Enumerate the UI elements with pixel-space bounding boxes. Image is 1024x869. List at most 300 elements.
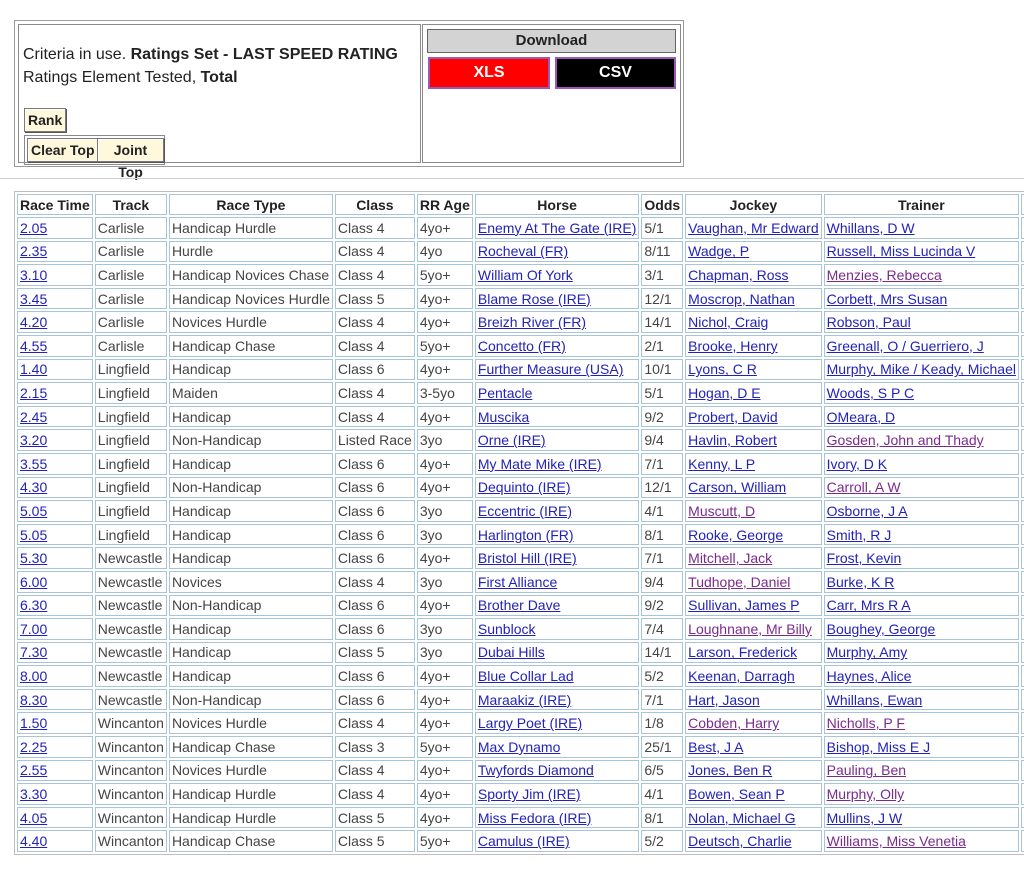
cell-class: Class 4	[335, 217, 415, 239]
table-row	[17, 406, 1024, 428]
cell-race-type: Non-Handicap	[169, 477, 333, 499]
table-row	[17, 477, 1024, 499]
cell-trainer-link[interactable]: Whillans, D W	[824, 217, 1019, 239]
rank-button[interactable]: Rank	[24, 108, 66, 132]
cell-track: Newcastle	[95, 618, 167, 640]
cell-horse-link[interactable]: Sporty Jim (IRE)	[475, 783, 639, 805]
table-row	[17, 642, 1024, 664]
cell-race-time-link[interactable]: 3.20	[17, 429, 93, 451]
cell-race-type: Handicap	[169, 642, 333, 664]
cell-rr-age: 4yo+	[417, 288, 473, 310]
cell-rr-age: 4yo+	[417, 311, 473, 333]
column-header-rr-age[interactable]: RR Age	[417, 194, 473, 215]
cell-race-type: Handicap	[169, 665, 333, 687]
cell-race-time-link[interactable]: 2.05	[17, 217, 93, 239]
cell-trainer-link[interactable]: Bishop, Miss E J	[824, 736, 1019, 758]
table-row	[17, 783, 1024, 805]
cell-trainer-link[interactable]: Murphy, Amy	[824, 642, 1019, 664]
cell-class: Class 4	[335, 760, 415, 782]
cell-track: Carlisle	[95, 288, 167, 310]
cell-jockey-link[interactable]: Keenan, Darragh	[685, 665, 821, 687]
cell-race-time-link[interactable]: 4.55	[17, 335, 93, 357]
cell-rr-age: 3yo	[417, 571, 473, 593]
cell-trainer-link[interactable]: Robson, Paul	[824, 311, 1019, 333]
cell-rr-age: 4yo+	[417, 689, 473, 711]
cell-trainer-link[interactable]: OMeara, D	[824, 406, 1019, 428]
cell-race-type: Handicap Chase	[169, 335, 333, 357]
cell-race-time-link[interactable]: 8.00	[17, 665, 93, 687]
cell-jockey-link[interactable]: Hart, Jason	[685, 689, 821, 711]
cell-odds: 8/1	[641, 524, 683, 546]
cell-race-type: Non-Handicap	[169, 429, 333, 451]
cell-horse-link[interactable]: Miss Fedora (IRE)	[475, 807, 639, 829]
column-header-horse[interactable]: Horse	[475, 194, 639, 215]
criteria-ratings-set-value: Ratings Set - LAST SPEED RATING	[130, 46, 398, 63]
cell-horse-link[interactable]: Eccentric (IRE)	[475, 500, 639, 522]
cell-class: Class 5	[335, 807, 415, 829]
cell-jockey-link[interactable]: Jones, Ben R	[685, 760, 821, 782]
top-panel	[14, 20, 684, 180]
cell-rr-age: 4yo+	[417, 665, 473, 687]
section-divider	[0, 178, 1024, 179]
cell-track: Lingfield	[95, 453, 167, 475]
cell-rr-age: 3yo	[417, 618, 473, 640]
cell-race-time-link[interactable]: 2.55	[17, 760, 93, 782]
cell-rr-age: 5yo+	[417, 736, 473, 758]
cell-rr-age: 4yo+	[417, 783, 473, 805]
cell-race-type: Handicap	[169, 500, 333, 522]
table-row	[17, 311, 1024, 333]
cell-track: Wincanton	[95, 830, 167, 852]
cell-track: Wincanton	[95, 760, 167, 782]
cell-horse-link[interactable]: Rocheval (FR)	[475, 241, 639, 263]
cell-race-type: Handicap	[169, 618, 333, 640]
cell-rr-age: 3yo	[417, 524, 473, 546]
cell-race-time-link[interactable]: 3.45	[17, 288, 93, 310]
cell-jockey-link[interactable]: Kenny, L P	[685, 453, 821, 475]
clear-top-button[interactable]: Clear Top	[27, 138, 99, 162]
table-row	[17, 288, 1024, 310]
table-row	[17, 571, 1024, 593]
cell-rr-age: 4yo+	[417, 217, 473, 239]
cell-trainer-link[interactable]: Menzies, Rebecca	[824, 264, 1019, 286]
cell-track: Lingfield	[95, 429, 167, 451]
column-header-track[interactable]: Track	[95, 194, 167, 215]
cell-rr-age: 3yo	[417, 429, 473, 451]
table-row	[17, 547, 1024, 569]
table-row	[17, 359, 1024, 381]
joint-top-button[interactable]: Joint Top	[97, 138, 164, 162]
cell-class: Class 6	[335, 500, 415, 522]
cell-race-type: Handicap	[169, 547, 333, 569]
cell-rr-age: 4yo+	[417, 712, 473, 734]
cell-horse-link[interactable]: Dubai Hills	[475, 642, 639, 664]
results-table-container	[14, 191, 1024, 861]
cell-race-time-link[interactable]: 5.05	[17, 524, 93, 546]
cell-race-type: Non-Handicap	[169, 689, 333, 711]
cell-rr-age: 4yo	[417, 241, 473, 263]
cell-jockey-link[interactable]: Nichol, Craig	[685, 311, 821, 333]
cell-race-type: Handicap	[169, 524, 333, 546]
cell-track: Wincanton	[95, 783, 167, 805]
cell-race-time-link[interactable]: 4.05	[17, 807, 93, 829]
cell-horse-link[interactable]: Blame Rose (IRE)	[475, 288, 639, 310]
table-row	[17, 830, 1024, 852]
cell-class: Class 4	[335, 241, 415, 263]
cell-race-time-link[interactable]: 3.30	[17, 783, 93, 805]
cell-track: Newcastle	[95, 689, 167, 711]
cell-trainer-link[interactable]: Carr, Mrs R A	[824, 595, 1019, 617]
table-header-row	[17, 194, 1024, 215]
cell-rr-age: 4yo+	[417, 453, 473, 475]
cell-class: Class 6	[335, 477, 415, 499]
column-header-odds[interactable]: Odds	[641, 194, 683, 215]
cell-race-type: Handicap Hurdle	[169, 217, 333, 239]
table-row	[17, 429, 1024, 451]
cell-jockey-link[interactable]: Cobden, Harry	[685, 712, 821, 734]
cell-track: Carlisle	[95, 311, 167, 333]
cell-track: Carlisle	[95, 241, 167, 263]
cell-race-type: Novices	[169, 571, 333, 593]
cell-jockey-link[interactable]: Bowen, Sean P	[685, 783, 821, 805]
cell-odds: 7/1	[641, 689, 683, 711]
cell-jockey-link[interactable]: Carson, William	[685, 477, 821, 499]
download-header: Download	[427, 29, 676, 53]
cell-race-time-link[interactable]: 5.30	[17, 547, 93, 569]
cell-race-time-link[interactable]: 2.25	[17, 736, 93, 758]
cell-horse-link[interactable]: William Of York	[475, 264, 639, 286]
column-header-trainer[interactable]: Trainer	[824, 194, 1019, 215]
cell-odds: 4/1	[641, 500, 683, 522]
cell-race-time-link[interactable]: 4.30	[17, 477, 93, 499]
cell-class: Class 4	[335, 783, 415, 805]
cell-track: Carlisle	[95, 264, 167, 286]
cell-trainer-link[interactable]: Williams, Miss Venetia	[824, 830, 1019, 852]
cell-horse-link[interactable]: Sunblock	[475, 618, 639, 640]
cell-trainer-link[interactable]: Haynes, Alice	[824, 665, 1019, 687]
cell-rr-age: 4yo+	[417, 477, 473, 499]
cell-race-type: Handicap	[169, 359, 333, 381]
cell-race-time-link[interactable]: 8.30	[17, 689, 93, 711]
cell-jockey-link[interactable]: Havlin, Robert	[685, 429, 821, 451]
cell-class: Class 4	[335, 406, 415, 428]
cell-horse-link[interactable]: Concetto (FR)	[475, 335, 639, 357]
cell-trainer-link[interactable]: Burke, K R	[824, 571, 1019, 593]
table-row	[17, 689, 1024, 711]
cell-jockey-link[interactable]: Deutsch, Charlie	[685, 830, 821, 852]
cell-jockey-link[interactable]: Chapman, Ross	[685, 264, 821, 286]
cell-race-time-link[interactable]: 7.30	[17, 642, 93, 664]
cell-class: Class 6	[335, 547, 415, 569]
cell-rr-age: 4yo+	[417, 595, 473, 617]
cell-race-time-link[interactable]: 7.00	[17, 618, 93, 640]
cell-class: Class 4	[335, 264, 415, 286]
cell-track: Lingfield	[95, 406, 167, 428]
cell-track: Wincanton	[95, 807, 167, 829]
cell-jockey-link[interactable]: Best, J A	[685, 736, 821, 758]
cell-jockey-link[interactable]: Vaughan, Mr Edward	[685, 217, 821, 239]
cell-jockey-link[interactable]: Moscrop, Nathan	[685, 288, 821, 310]
cell-track: Lingfield	[95, 477, 167, 499]
cell-odds: 5/2	[641, 830, 683, 852]
results-table	[14, 191, 1024, 855]
cell-track: Wincanton	[95, 712, 167, 734]
download-panel	[422, 24, 681, 163]
cell-class: Class 4	[335, 571, 415, 593]
cell-trainer-link[interactable]: Whillans, Ewan	[824, 689, 1019, 711]
cell-class: Class 4	[335, 382, 415, 404]
cell-track: Lingfield	[95, 500, 167, 522]
cell-race-time-link[interactable]: 6.30	[17, 595, 93, 617]
cell-class: Class 6	[335, 453, 415, 475]
criteria-panel	[18, 24, 421, 180]
cell-odds: 1/8	[641, 712, 683, 734]
cell-trainer-link[interactable]: Pauling, Ben	[824, 760, 1019, 782]
cell-rr-age: 3yo	[417, 642, 473, 664]
cell-race-time-link[interactable]: 4.40	[17, 830, 93, 852]
table-row	[17, 618, 1024, 640]
cell-horse-link[interactable]: Bristol Hill (IRE)	[475, 547, 639, 569]
criteria-ratings-element-label: Ratings Element Tested,	[23, 69, 201, 86]
cell-race-time-link[interactable]: 3.55	[17, 453, 93, 475]
criteria-ratings-set	[23, 46, 398, 64]
cell-horse-link[interactable]: Enemy At The Gate (IRE)	[475, 217, 639, 239]
cell-horse-link[interactable]: My Mate Mike (IRE)	[475, 453, 639, 475]
cell-track: Carlisle	[95, 217, 167, 239]
table-row	[17, 241, 1024, 263]
download-csv-button[interactable]: CSV	[555, 57, 676, 89]
table-row	[17, 736, 1024, 758]
cell-race-time-link[interactable]: 3.10	[17, 264, 93, 286]
cell-horse-link[interactable]: Blue Collar Lad	[475, 665, 639, 687]
cell-track: Newcastle	[95, 571, 167, 593]
cell-horse-link[interactable]: Largy Poet (IRE)	[475, 712, 639, 734]
cell-rr-age: 5yo+	[417, 335, 473, 357]
cell-jockey-link[interactable]: Nolan, Michael G	[685, 807, 821, 829]
cell-odds: 8/1	[641, 807, 683, 829]
cell-race-type: Novices Hurdle	[169, 311, 333, 333]
cell-horse-link[interactable]: Pentacle	[475, 382, 639, 404]
cell-jockey-link[interactable]: Rooke, George	[685, 524, 821, 546]
cell-jockey-link[interactable]: Probert, David	[685, 406, 821, 428]
column-header-race-type[interactable]: Race Type	[169, 194, 333, 215]
table-row	[17, 712, 1024, 734]
cell-race-time-link[interactable]: 4.20	[17, 311, 93, 333]
cell-class: Class 6	[335, 359, 415, 381]
cell-race-type: Handicap Novices Chase	[169, 264, 333, 286]
cell-race-type: Hurdle	[169, 241, 333, 263]
cell-odds: 7/1	[641, 453, 683, 475]
cell-trainer-link[interactable]: Murphy, Mike / Keady, Michael	[824, 359, 1019, 381]
cell-horse-link[interactable]: Max Dynamo	[475, 736, 639, 758]
cell-trainer-link[interactable]: Corbett, Mrs Susan	[824, 288, 1019, 310]
cell-horse-link[interactable]: Muscika	[475, 406, 639, 428]
table-row	[17, 595, 1024, 617]
cell-track: Lingfield	[95, 524, 167, 546]
cell-odds: 14/1	[641, 311, 683, 333]
cell-trainer-link[interactable]: Gosden, John and Thady	[824, 429, 1019, 451]
criteria-ratings-element	[23, 69, 238, 87]
table-row	[17, 217, 1024, 239]
cell-odds: 9/2	[641, 406, 683, 428]
cell-race-type: Maiden	[169, 382, 333, 404]
cell-odds: 14/1	[641, 642, 683, 664]
cell-trainer-link[interactable]: Nicholls, P F	[824, 712, 1019, 734]
download-xls-button[interactable]: XLS	[428, 57, 550, 89]
cell-horse-link[interactable]: Twyfords Diamond	[475, 760, 639, 782]
cell-class: Class 3	[335, 736, 415, 758]
cell-odds: 9/4	[641, 429, 683, 451]
cell-rr-age: 4yo+	[417, 406, 473, 428]
cell-race-type: Novices Hurdle	[169, 712, 333, 734]
cell-race-time-link[interactable]: 2.15	[17, 382, 93, 404]
cell-class: Class 6	[335, 689, 415, 711]
cell-class: Class 6	[335, 524, 415, 546]
cell-trainer-link[interactable]: Woods, S P C	[824, 382, 1019, 404]
table-row	[17, 264, 1024, 286]
cell-horse-link[interactable]: Breizh River (FR)	[475, 311, 639, 333]
cell-class: Class 5	[335, 830, 415, 852]
cell-horse-link[interactable]: Harlington (FR)	[475, 524, 639, 546]
cell-trainer-link[interactable]: Murphy, Olly	[824, 783, 1019, 805]
cell-trainer-link[interactable]: Osborne, J A	[824, 500, 1019, 522]
cell-rr-age: 4yo+	[417, 359, 473, 381]
cell-rr-age: 5yo+	[417, 264, 473, 286]
cell-horse-link[interactable]: Further Measure (USA)	[475, 359, 639, 381]
cell-odds: 7/1	[641, 547, 683, 569]
cell-jockey-link[interactable]: Larson, Frederick	[685, 642, 821, 664]
cell-race-time-link[interactable]: 6.00	[17, 571, 93, 593]
cell-jockey-link[interactable]: Muscutt, D	[685, 500, 821, 522]
cell-track: Wincanton	[95, 736, 167, 758]
cell-jockey-link[interactable]: Mitchell, Jack	[685, 547, 821, 569]
cell-horse-link[interactable]: Brother Dave	[475, 595, 639, 617]
cell-track: Newcastle	[95, 665, 167, 687]
cell-trainer-link[interactable]: Russell, Miss Lucinda V	[824, 241, 1019, 263]
cell-odds: 6/5	[641, 760, 683, 782]
cell-race-type: Novices Hurdle	[169, 760, 333, 782]
cell-odds: 5/1	[641, 217, 683, 239]
cell-horse-link[interactable]: Maraakiz (IRE)	[475, 689, 639, 711]
cell-class: Class 4	[335, 712, 415, 734]
cell-class: Listed Race	[335, 429, 415, 451]
column-header-class[interactable]: Class	[335, 194, 415, 215]
cell-trainer-link[interactable]: Mullins, J W	[824, 807, 1019, 829]
cell-track: Newcastle	[95, 595, 167, 617]
cell-trainer-link[interactable]: Smith, R J	[824, 524, 1019, 546]
cell-rr-age: 3yo	[417, 500, 473, 522]
cell-horse-link[interactable]: First Alliance	[475, 571, 639, 593]
cell-race-time-link[interactable]: 1.40	[17, 359, 93, 381]
cell-jockey-link[interactable]: Tudhope, Daniel	[685, 571, 821, 593]
cell-odds: 5/1	[641, 382, 683, 404]
cell-odds: 9/2	[641, 595, 683, 617]
cell-race-type: Handicap Chase	[169, 736, 333, 758]
cell-race-type: Handicap Chase	[169, 830, 333, 852]
cell-track: Newcastle	[95, 642, 167, 664]
cell-class: Class 5	[335, 642, 415, 664]
cell-trainer-link[interactable]: Carroll, A W	[824, 477, 1019, 499]
cell-odds: 9/4	[641, 571, 683, 593]
cell-trainer-link[interactable]: Greenall, O / Guerriero, J	[824, 335, 1019, 357]
cell-odds: 25/1	[641, 736, 683, 758]
cell-rr-age: 4yo+	[417, 547, 473, 569]
results-table-body	[17, 217, 1024, 852]
table-row	[17, 500, 1024, 522]
cell-race-type: Handicap Novices Hurdle	[169, 288, 333, 310]
cell-trainer-link[interactable]: Boughey, George	[824, 618, 1019, 640]
criteria-ratings-set-label: Criteria in use.	[23, 46, 131, 63]
cell-odds: 4/1	[641, 783, 683, 805]
cell-jockey-link[interactable]: Loughnane, Mr Billy	[685, 618, 821, 640]
cell-race-type: Non-Handicap	[169, 595, 333, 617]
cell-class: Class 4	[335, 335, 415, 357]
cell-jockey-link[interactable]: Wadge, P	[685, 241, 821, 263]
top-buttons-group	[24, 135, 165, 180]
cell-class: Class 5	[335, 288, 415, 310]
cell-odds: 10/1	[641, 359, 683, 381]
cell-race-time-link[interactable]: 2.45	[17, 406, 93, 428]
cell-odds: 2/1	[641, 335, 683, 357]
cell-race-type: Handicap	[169, 453, 333, 475]
cell-odds: 7/4	[641, 618, 683, 640]
cell-track: Lingfield	[95, 359, 167, 381]
cell-horse-link[interactable]: Dequinto (IRE)	[475, 477, 639, 499]
cell-race-type: Handicap	[169, 406, 333, 428]
cell-odds: 8/11	[641, 241, 683, 263]
cell-race-time-link[interactable]: 2.35	[17, 241, 93, 263]
cell-trainer-link[interactable]: Frost, Kevin	[824, 547, 1019, 569]
cell-class: Class 6	[335, 618, 415, 640]
table-row	[17, 335, 1024, 357]
table-row	[17, 760, 1024, 782]
cell-class: Class 6	[335, 595, 415, 617]
cell-trainer-link[interactable]: Ivory, D K	[824, 453, 1019, 475]
criteria-ratings-element-value: Total	[200, 69, 238, 86]
cell-odds: 12/1	[641, 288, 683, 310]
cell-jockey-link[interactable]: Lyons, C R	[685, 359, 821, 381]
cell-odds: 5/2	[641, 665, 683, 687]
cell-odds: 3/1	[641, 264, 683, 286]
cell-rr-age: 4yo+	[417, 760, 473, 782]
table-row	[17, 382, 1024, 404]
table-row	[17, 665, 1024, 687]
cell-class: Class 4	[335, 311, 415, 333]
cell-rr-age: 5yo+	[417, 830, 473, 852]
cell-track: Carlisle	[95, 335, 167, 357]
cell-race-type: Handicap Hurdle	[169, 807, 333, 829]
cell-race-time-link[interactable]: 5.05	[17, 500, 93, 522]
cell-rr-age: 4yo+	[417, 807, 473, 829]
cell-rr-age: 3-5yo	[417, 382, 473, 404]
column-header-jockey[interactable]: Jockey	[685, 194, 821, 215]
cell-class: Class 6	[335, 665, 415, 687]
cell-race-time-link[interactable]: 1.50	[17, 712, 93, 734]
cell-jockey-link[interactable]: Brooke, Henry	[685, 335, 821, 357]
cell-odds: 12/1	[641, 477, 683, 499]
table-row	[17, 453, 1024, 475]
table-row	[17, 807, 1024, 829]
cell-track: Lingfield	[95, 382, 167, 404]
cell-track: Newcastle	[95, 547, 167, 569]
cell-horse-link[interactable]: Camulus (IRE)	[475, 830, 639, 852]
table-row	[17, 524, 1024, 546]
cell-jockey-link[interactable]: Hogan, D E	[685, 382, 821, 404]
cell-jockey-link[interactable]: Sullivan, James P	[685, 595, 821, 617]
cell-race-type: Handicap Hurdle	[169, 783, 333, 805]
cell-horse-link[interactable]: Orne (IRE)	[475, 429, 639, 451]
column-header-race-time[interactable]: Race Time	[17, 194, 93, 215]
